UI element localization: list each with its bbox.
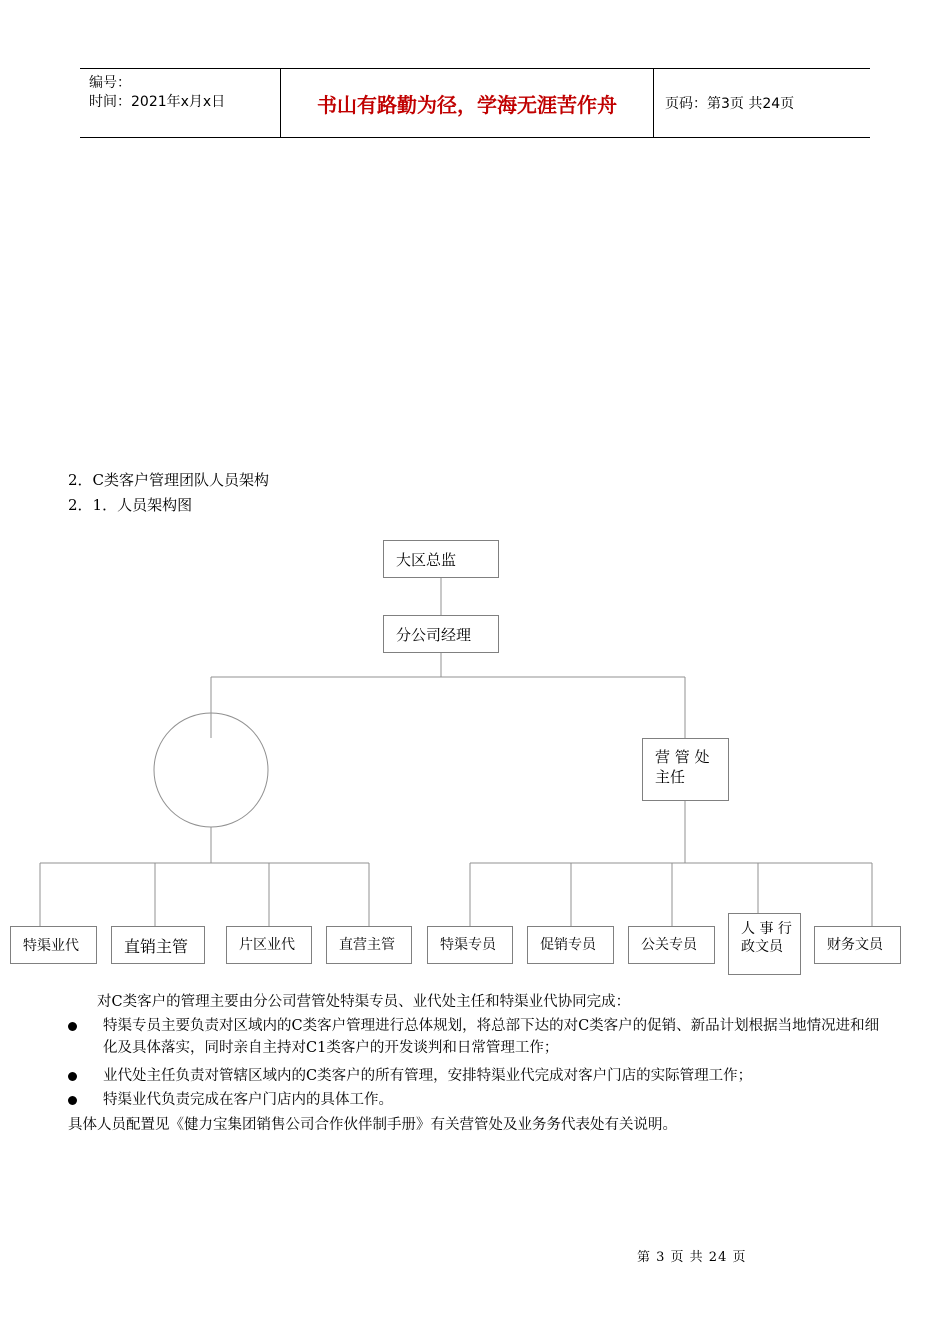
org-node-right-member: 公关专员 <box>628 926 715 964</box>
org-node-left-member: 直销主管 <box>111 926 205 964</box>
subsection-heading: 2．1．人员架构图 <box>68 496 193 514</box>
bullet-dot-icon <box>68 1096 77 1105</box>
header-motto: 书山有路勤为径，学海无涯苦作舟 <box>281 69 654 137</box>
bullet-dot-icon <box>68 1072 77 1081</box>
code-label: 编号： <box>89 75 131 91</box>
org-node-right-member: 促销专员 <box>527 926 614 964</box>
section-heading: 2．C类客户管理团队人员架构 <box>68 471 270 489</box>
org-node-manager: 分公司经理 <box>383 615 499 653</box>
org-node-left-member: 片区业代 <box>226 926 312 964</box>
intro-paragraph: 对C类客户的管理主要由分公司营管处特渠专员、业代处主任和特渠业代协同完成： <box>97 994 631 1010</box>
time-label: 时间：2021年x月x日 <box>89 94 226 110</box>
page-footer: 第 3 页 共 24 页 <box>637 1250 747 1265</box>
header-page-info: 页码：第3页 共24页 <box>665 96 795 112</box>
org-node-right-head: 营 管 处 主任 <box>642 738 729 801</box>
org-node-right-member: 人 事 行 政文员 <box>728 913 801 975</box>
closing-paragraph: 具体人员配置见《健力宝集团销售公司合作伙伴制手册》有关营管处及业务务代表处有关说明。 <box>68 1117 677 1133</box>
org-node-left-member: 直营主管 <box>326 926 412 964</box>
org-node-right-member: 特渠专员 <box>427 926 513 964</box>
bullet-dot-icon <box>68 1022 77 1031</box>
org-node-left-member: 特渠业代 <box>10 926 97 964</box>
org-node-right-member: 财务文员 <box>814 926 901 964</box>
org-node-top: 大区总监 <box>383 540 499 578</box>
